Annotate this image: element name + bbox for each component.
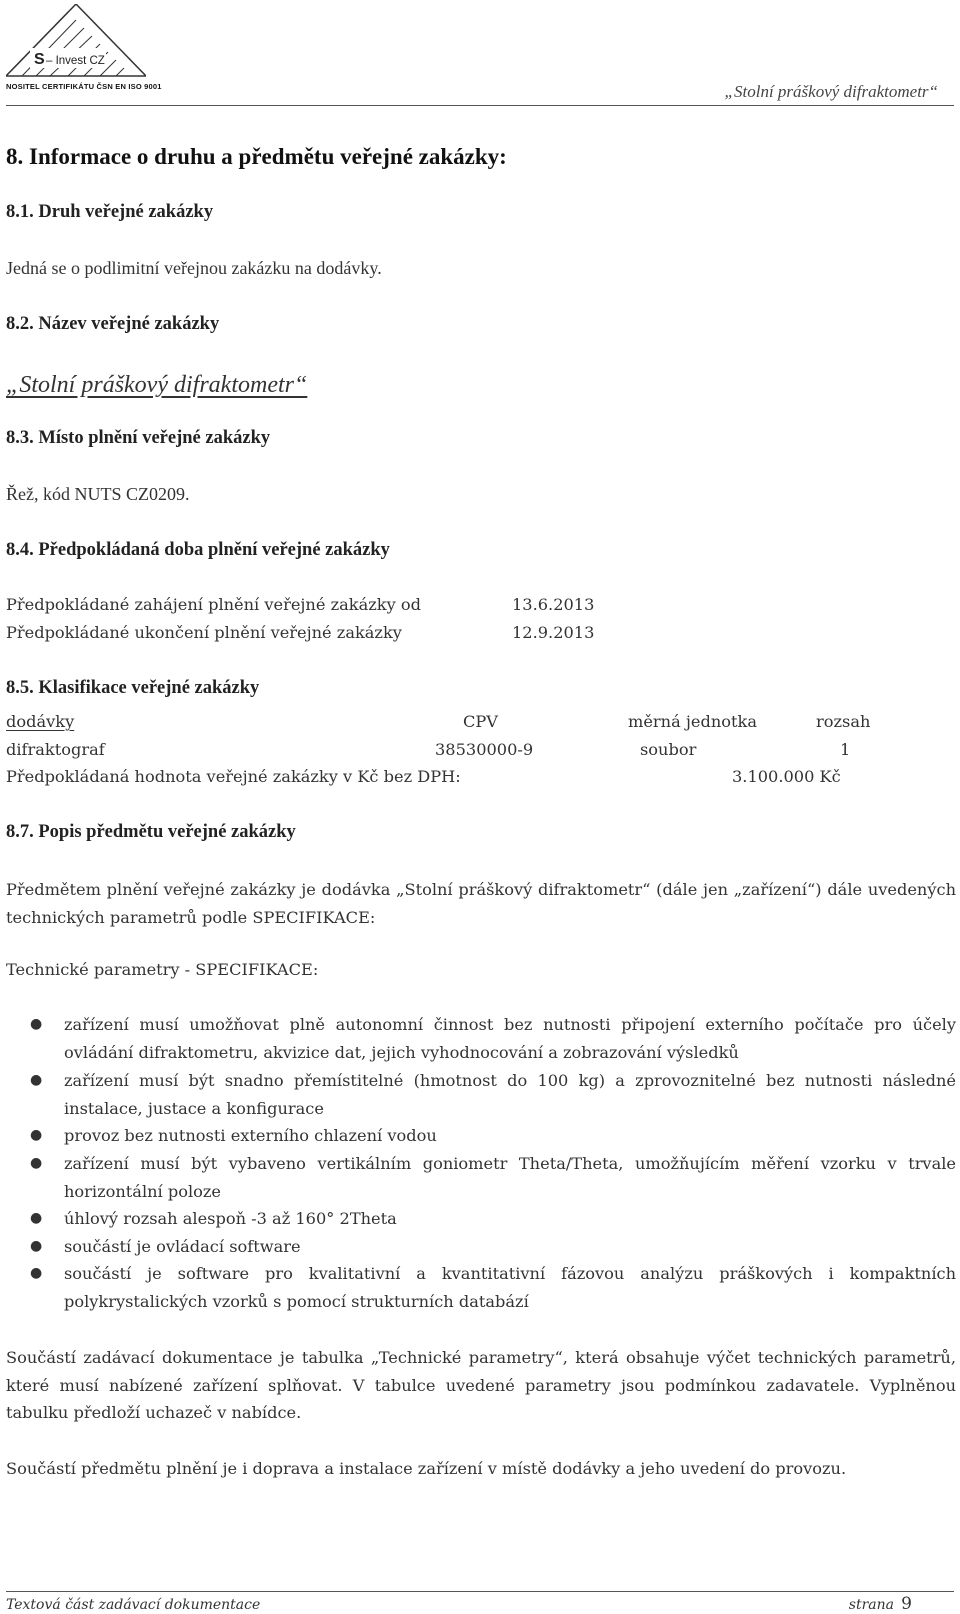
- footer-page-label: strana: [848, 1597, 894, 1613]
- footer-page-number: 9: [901, 1594, 912, 1614]
- list-item: ● zařízení musí umožňovat plně autonomní činnost bez nutnosti připojení externího počítače pro účely ovládání difraktometru, akvizice dat, jejich vyhodnocování a zobrazování výsledků: [64, 1011, 956, 1066]
- list-item: ● zařízení musí být vybaveno vertikálním goniometr Theta/Theta, umožňujícím měření vzorku v trvale horizontální poloze: [64, 1150, 956, 1205]
- subsection-8-4-heading: 8.4. Předpokládaná doba plnění veřejné zakázky: [6, 540, 390, 560]
- section-heading: 8. Informace o druhu a předmětu veřejné zakázky:: [6, 144, 507, 169]
- list-item: ● úhlový rozsah alespoň -3 až 160° 2Theta: [64, 1205, 956, 1233]
- header-rule: [6, 105, 954, 106]
- list-item: ● zařízení musí být snadno přemístitelné (hmotnost do 100 kg) a zprovoznitelné bez nutnosti následné instalace, justace a konfigurace: [64, 1067, 956, 1122]
- subsection-8-3-heading: 8.3. Místo plnění veřejné zakázky: [6, 428, 271, 448]
- subsection-8-7-heading: 8.7. Popis předmětu veřejné zakázky: [6, 822, 296, 842]
- estimated-value-label: Předpokládaná hodnota veřejné zakázky v Kč bez DPH:: [6, 767, 461, 786]
- footer-document-name: Textová část zadávací dokumentace: [6, 1597, 261, 1613]
- subsection-8-5-heading: 8.5. Klasifikace veřejné zakázky: [6, 678, 260, 698]
- list-item: ● provoz bez nutnosti externího chlazení vodou: [64, 1122, 956, 1150]
- paragraph-delivery: Součástí předmětu plnění je i doprava a instalace zařízení v místě dodávky a jeho uvedení do provozu.: [6, 1459, 847, 1478]
- technical-parameters-heading: Technické parametry - SPECIFIKACE:: [6, 960, 319, 979]
- list-item: ● součástí je software pro kvalitativní a kvantitativní fázovou analýzu práškových i kompaktních polykrystalických vzorků s pomocí strukturních databází: [64, 1260, 956, 1315]
- footer-rule: [6, 1591, 954, 1592]
- table-header-cpv: CPV: [463, 712, 498, 731]
- end-date-label: Předpokládané ukončení plnění veřejné zakázky: [6, 623, 402, 642]
- start-date-value: 13.6.2013: [512, 595, 595, 614]
- bullet-icon: ●: [30, 1127, 43, 1143]
- bullet-icon: ●: [30, 1155, 43, 1171]
- bullet-icon: ●: [30, 1072, 43, 1088]
- company-logo: [6, 4, 146, 94]
- subsection-8-3-text: Řež, kód NUTS CZ0209.: [6, 484, 190, 504]
- subsection-8-2-heading: 8.2. Název veřejné zakázky: [6, 314, 220, 334]
- header-document-title: „Stolní práškový difraktometr“: [724, 82, 938, 101]
- contract-title: „Stolní práškový difraktometr“: [6, 372, 308, 398]
- bullet-icon: ●: [30, 1016, 43, 1032]
- table-cell-item: difraktograf: [6, 740, 105, 759]
- end-date-value: 12.9.2013: [512, 623, 595, 642]
- bullet-icon: ●: [30, 1210, 43, 1226]
- table-header-unit: měrná jednotka: [628, 712, 757, 731]
- table-header-supplies: dodávky: [6, 712, 75, 731]
- logo-graphic: [6, 4, 146, 84]
- list-item: ● součástí je ovládací software: [64, 1233, 956, 1261]
- bullet-icon: ●: [30, 1238, 43, 1254]
- table-cell-unit: soubor: [640, 740, 697, 759]
- svg-text:S: S: [34, 51, 45, 68]
- start-date-label: Předpokládané zahájení plnění veřejné zakázky od: [6, 595, 421, 614]
- estimated-value: 3.100.000 Kč: [732, 767, 841, 786]
- subsection-8-1-heading: 8.1. Druh veřejné zakázky: [6, 202, 214, 222]
- subsection-8-1-text: Jedná se o podlimitní veřejnou zakázku na dodávky.: [6, 258, 382, 278]
- table-header-scope: rozsah: [816, 712, 871, 731]
- bullet-icon: ●: [30, 1265, 43, 1281]
- table-cell-cpv: 38530000-9: [435, 740, 534, 759]
- description-intro: Předmětem plnění veřejné zakázky je dodávka „Stolní práškový difraktometr“ (dále jen „zařízení“) dále uvedených technických parametrů podle SPECIFIKACE:: [6, 880, 956, 927]
- logo-wordmark: – Invest CZ: [46, 55, 105, 67]
- certification-text: NOSITEL CERTIFIKÁTU ČSN EN ISO 9001: [6, 82, 162, 91]
- table-cell-scope: 1: [840, 740, 851, 759]
- paragraph-technical-table: Součástí zadávací dokumentace je tabulka „Technické parametry“, která obsahuje výčet technických parametrů, které musí nabízené zařízení splňovat. V tabulce uvedené parametry jsou podmínkou zadavatele. Vyplněnou tabulku předloží uchazeč v nabídce.: [6, 1348, 956, 1422]
